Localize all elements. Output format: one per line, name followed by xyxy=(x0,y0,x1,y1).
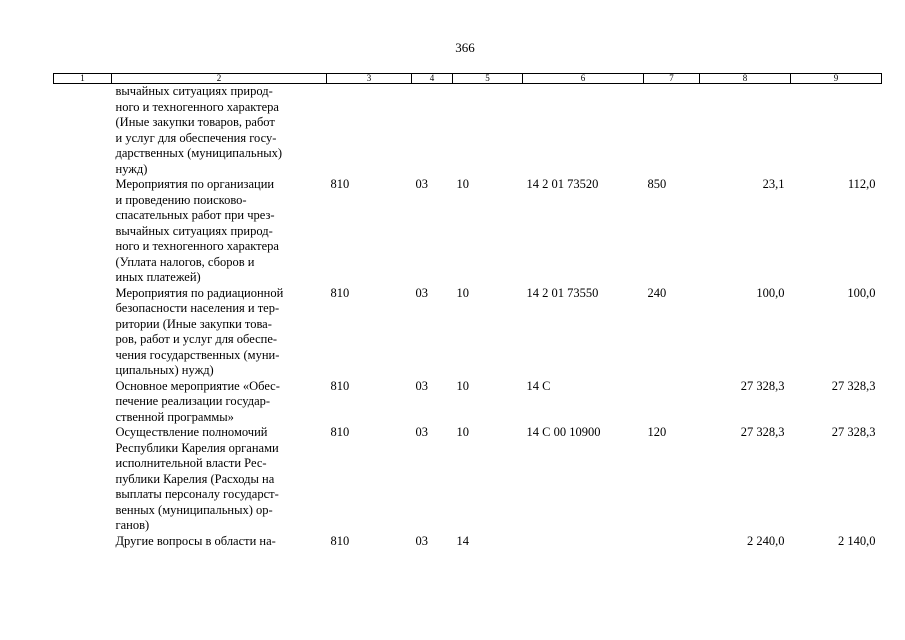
expense-type-cell xyxy=(644,84,700,178)
column-header: 9 xyxy=(791,74,882,84)
column-header: 8 xyxy=(700,74,791,84)
table-row xyxy=(54,286,882,379)
subsection-code-cell xyxy=(453,84,523,178)
expense-type-cell: 120 xyxy=(647,425,667,439)
column-header: 4 xyxy=(412,74,453,84)
section-code-cell: 03 xyxy=(415,533,428,548)
table-row xyxy=(54,379,882,426)
subsection-code-cell: 14 xyxy=(456,533,469,548)
row-number-cell xyxy=(54,379,112,426)
expense-type-cell: 850 xyxy=(647,177,667,191)
table-row xyxy=(54,534,882,550)
amount-col8-cell: 2 240,0 xyxy=(747,533,785,548)
expense-name-cell: вычайных ситуациях природ- ного и техногенного характера (Иные закупки товаров, работ и услуг для обеспечения госу- дарственных (муниципальных) нужд) xyxy=(115,84,283,176)
amount-col8-cell: 23,1 xyxy=(762,177,785,191)
subsection-code-cell: 10 xyxy=(456,177,469,191)
expense-name-cell: Мероприятия по радиационной безопасности населения и тер- ритории (Иные закупки това- ров, работ и услуг для обеспе- чения государственных (муни- ципальных) нужд) xyxy=(115,285,284,377)
target-article-cell: 14 С xyxy=(526,378,551,393)
ministry-code-cell: 810 xyxy=(330,285,350,300)
amount-col9-cell: 27 328,3 xyxy=(831,425,876,439)
section-code-cell: 03 xyxy=(415,378,428,393)
subsection-code-cell: 10 xyxy=(456,378,469,393)
budget-table xyxy=(53,73,882,549)
expense-name-cell: Другие вопросы в области на- xyxy=(115,533,276,548)
expense-type-cell xyxy=(644,534,700,550)
amount-col8-cell: 100,0 xyxy=(756,285,785,300)
column-header: 3 xyxy=(327,74,412,84)
section-code-cell: 03 xyxy=(415,425,428,439)
target-article-cell: 14 2 01 73520 xyxy=(526,177,599,191)
section-code-cell xyxy=(412,84,453,178)
amount-col9-cell: 27 328,3 xyxy=(831,378,876,393)
target-article-cell xyxy=(523,84,644,178)
expense-name-cell: Основное мероприятие «Обес- печение реализации государ- ственной программы» xyxy=(115,378,280,424)
ministry-code-cell: 810 xyxy=(330,533,350,548)
expense-name-cell: Мероприятия по организации и проведению поисково- спасательных работ при чрез- вычайных ситуациях природ- ного и техногенного характера (Уплата налогов, сборов и иных платежей) xyxy=(115,177,279,284)
row-number-cell xyxy=(54,177,112,286)
subsection-code-cell: 10 xyxy=(456,285,469,300)
ministry-code-cell: 810 xyxy=(330,177,350,191)
table-row xyxy=(54,84,882,178)
amount-col9-cell xyxy=(791,84,882,178)
table-row xyxy=(54,177,882,286)
row-number-cell xyxy=(54,84,112,178)
amount-col9-cell: 2 140,0 xyxy=(838,533,876,548)
ministry-code-cell: 810 xyxy=(330,425,350,439)
section-code-cell: 03 xyxy=(415,177,428,191)
row-number-cell xyxy=(54,534,112,550)
page-number: 366 xyxy=(455,40,475,55)
target-article-cell: 14 С 00 10900 xyxy=(526,425,601,439)
column-number-row xyxy=(54,74,882,84)
amount-col8-cell: 27 328,3 xyxy=(740,425,785,439)
amount-col9-cell: 112,0 xyxy=(847,177,876,191)
target-article-cell: 14 2 01 73550 xyxy=(526,285,599,300)
subsection-code-cell: 10 xyxy=(456,425,469,439)
ministry-code-cell xyxy=(327,84,412,178)
column-header: 6 xyxy=(523,74,644,84)
column-header: 5 xyxy=(453,74,523,84)
amount-col8-cell: 27 328,3 xyxy=(740,378,785,393)
row-number-cell xyxy=(54,425,112,534)
section-code-cell: 03 xyxy=(415,285,428,300)
amount-col9-cell: 100,0 xyxy=(847,285,876,300)
expense-name-cell: Осуществление полномочий Республики Карелия органами исполнительной власти Рес- публики Карелия (Расходы на выплаты персоналу государст- венных (муниципальных) ор- ганов) xyxy=(115,425,279,532)
target-article-cell xyxy=(523,534,644,550)
column-header: 2 xyxy=(112,74,327,84)
column-header: 1 xyxy=(54,74,112,84)
expense-type-cell xyxy=(644,379,700,426)
table-row xyxy=(54,425,882,534)
amount-col8-cell xyxy=(700,84,791,178)
expense-type-cell: 240 xyxy=(647,285,667,300)
ministry-code-cell: 810 xyxy=(330,378,350,393)
row-number-cell xyxy=(54,286,112,379)
column-header: 7 xyxy=(644,74,700,84)
